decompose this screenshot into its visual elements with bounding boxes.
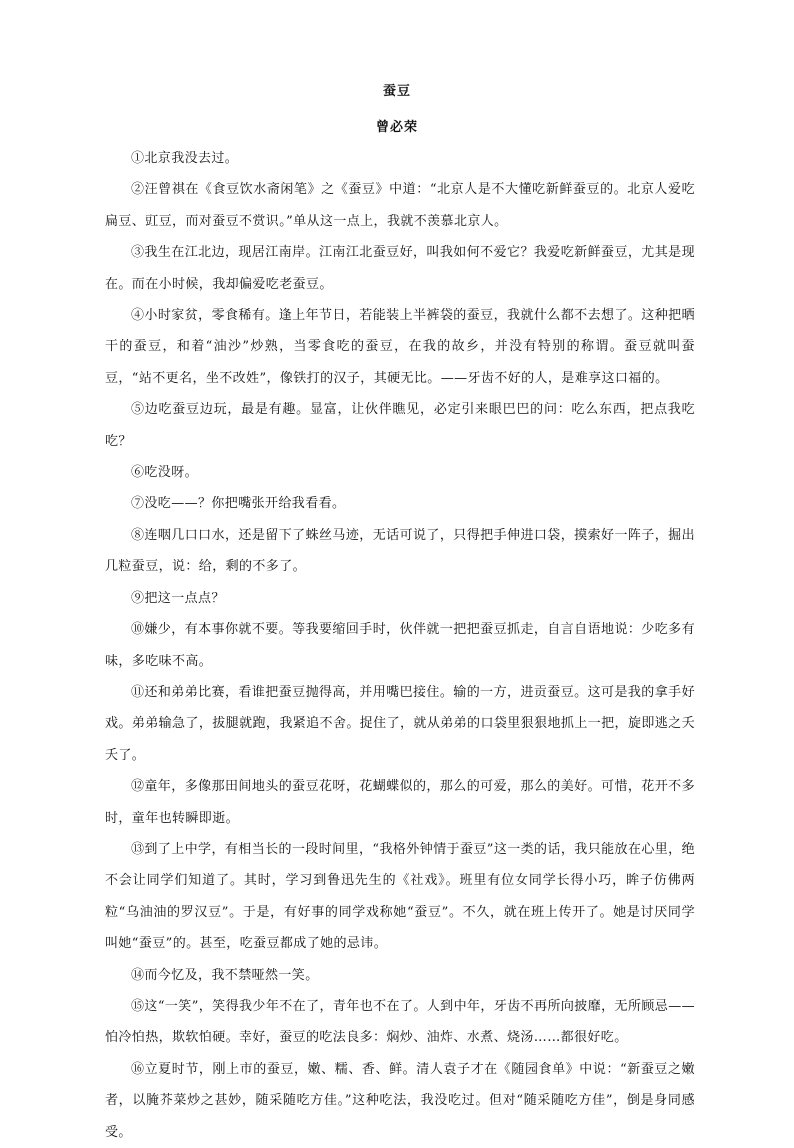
paragraph-11: ⑪还和弟弟比赛，看谁把蚕豆抛得高，并用嘴巴接住。输的一方，进贡蚕豆。这可是我的拿手好戏。弟弟输急了，拔腿就跑，我紧追不舍。捉住了，就从弟弟的口袋里狠狠地抓上一把，旋即逃之夭夭了。 bbox=[105, 684, 695, 763]
paragraph-16: ⑯立夏时节，刚上市的蚕豆，嫩、糯、香、鲜。清人袁子才在《随园食单》中说：“新蚕豆之嫩者，以腌芥菜炒之甚妙，随采随吃方佳。”这种吃法，我没吃过。但对“随采随吃方佳”，倒是身同感受。 bbox=[105, 1061, 695, 1140]
document-title: 蚕豆 bbox=[382, 84, 411, 99]
paragraph-12: ⑫童年，多像那田间地头的蚕豆花呀，花蝴蝶似的，那么的可爱，那么的美好。可惜，花开不多时，童年也转瞬即逝。 bbox=[105, 779, 695, 826]
document-author: 曾必荣 bbox=[375, 120, 418, 135]
paragraph-15: ⑮这“一笑”，笑得我少年不在了，青年也不在了。人到中年，牙齿不再所向披靡，无所顾忌——怕冷怕热，欺软怕硬。幸好，蚕豆的吃法良多：焖炒、油炸、水煮、烧汤……都很好吃。 bbox=[105, 998, 695, 1046]
paragraph-8: ⑧连咽几口口水，还是留下了蛛丝马迹，无话可说了，只得把手伸进口袋，摸索好一阵子，掘出几粒蚕豆，说：给，剩的不多了。 bbox=[105, 527, 695, 575]
paragraph-3: ③我生在江北边，现居江南岸。江南江北蚕豆好，叫我如何不爱它？我爱吃新鲜蚕豆，尤其是现在。而在小时候，我却偏爱吃老蚕豆。 bbox=[105, 245, 695, 292]
paragraph-5: ⑤边吃蚕豆边玩，最是有趣。显富，让伙伴瞧见，必定引来眼巴巴的问：吃么东西，把点我吃吃？ bbox=[105, 402, 695, 449]
document-body bbox=[105, 143, 695, 1148]
paragraph-4: ④小时家贫，零食稀有。逢上年节日，若能装上半裤袋的蚕豆，我就什么都不去想了。这种把晒干的蚕豆，和着“油沙”炒熟，当零食吃的蚕豆，在我的故乡，并没有特别的称谓。蚕豆就叫蚕豆，“站不更名，坐不改姓”，像铁打的汉子，其硬无比。——牙齿不好的人，是难享这口福的。 bbox=[105, 308, 695, 386]
paragraph-14: ⑭而今忆及，我不禁哑然一笑。 bbox=[131, 967, 319, 983]
paragraph-13: ⑬到了上中学，有相当长的一段时间里，“我格外钟情于蚕豆”这一类的话，我只能放在心里，绝不会让同学们知道了。其时，学习到鲁迅先生的《社戏》。班里有位女同学长得小巧，眸子仿佛两粒“乌油油的罗汉豆”。于是，有好事的同学戏称她“蚕豆”。不久，就在班上传开了。她是讨厌同学叫她“蚕豆”的。甚至，吃蚕豆都成了她的忌讳。 bbox=[105, 841, 695, 952]
paragraph-6: ⑥吃没呀。 bbox=[131, 465, 199, 481]
paragraph-9: ⑨把这一点点？ bbox=[131, 590, 225, 606]
paragraph-1: ①北京我没去过。 bbox=[131, 151, 239, 166]
paragraph-10: ⑩嫌少，有本事你就不要。等我要缩回手时，伙伴就一把把蚕豆抓走，自言自语地说：少吃多有味，多吃味不高。 bbox=[105, 622, 695, 669]
paragraph-7: ⑦没吃——？你把嘴张开给我看看。 bbox=[131, 496, 346, 512]
paragraph-2: ②汪曾祺在《食豆饮水斋闲笔》之《蚕豆》中道：“北京人是不大懂吃新鲜蚕豆的。北京人爱吃扁豆、豇豆，而对蚕豆不赏识。”单从这一点上，我就不羡慕北京人。 bbox=[105, 182, 695, 229]
